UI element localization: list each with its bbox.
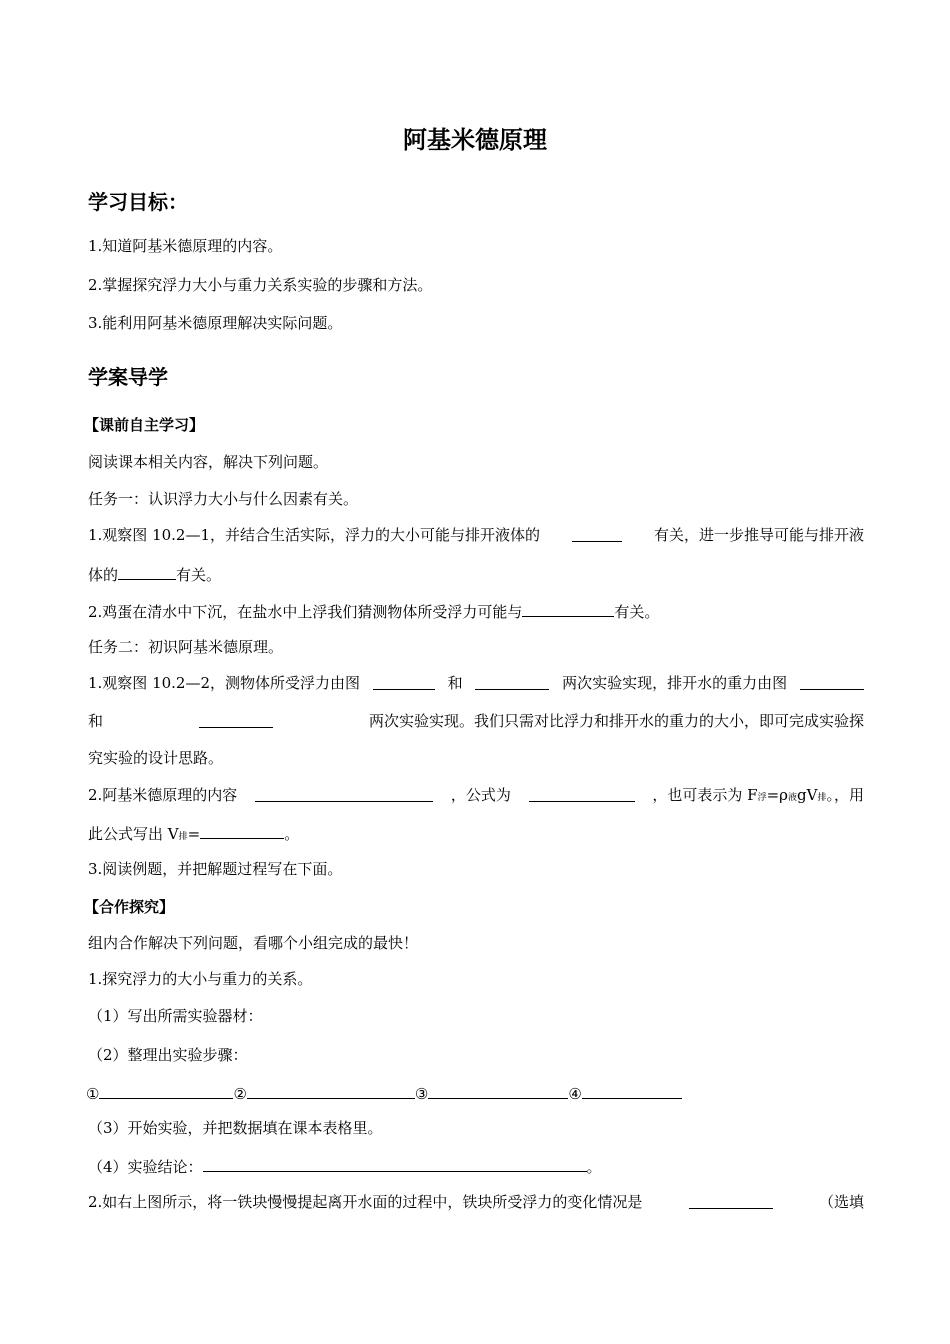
text: 2.鸡蛋在清水中下沉，在盐水中上浮我们猜测物体所受浮力可能与: [88, 603, 523, 621]
step-marker-2: ②: [233, 1085, 247, 1103]
steps-row: [86, 1082, 682, 1104]
task1-question-1-cont: [88, 563, 221, 585]
text: 两次实验实现，排开水的重力由图: [562, 674, 788, 692]
text: =: [187, 825, 201, 843]
task2-question-3: 3.阅读例题，并把解题过程写在下面。: [88, 860, 343, 878]
subscript: 排: [178, 832, 188, 842]
text: 2.如右上图所示，将一铁块慢慢提起离开水面的过程中，铁块所受浮力的变化情况是: [88, 1193, 643, 1211]
step-marker-4: ④: [568, 1085, 582, 1103]
objective-item-3: 3.能利用阿基米德原理解决实际问题。: [88, 314, 343, 332]
answer-blank[interactable]: [199, 711, 273, 728]
task2-question-1-end: 究实验的设计思路。: [88, 749, 224, 767]
text: 有关，进一步推导可能与排开液: [653, 526, 864, 544]
text: 。: [586, 1158, 602, 1176]
text: ，也可表示为 F: [652, 786, 758, 804]
coop-question-1: 1.探究浮力的大小与重力的关系。: [88, 970, 313, 988]
answer-blank[interactable]: [118, 563, 176, 580]
answer-blank[interactable]: [572, 525, 622, 542]
text: 两次实验实现。我们只需对比浮力和排开水的重力的大小，即可完成实验探: [368, 712, 864, 730]
step-blank-1[interactable]: [99, 1082, 233, 1099]
formula-text: [652, 785, 864, 808]
subscript: 浮: [757, 793, 767, 803]
coop-heading: 【合作探究】: [84, 898, 175, 916]
objective-item-2: 2.掌握探究浮力大小与重力关系实验的步骤和方法。: [88, 276, 433, 294]
answer-blank[interactable]: [200, 822, 284, 839]
text: 。，用: [826, 786, 864, 804]
task2-question-1: [88, 673, 864, 693]
text: （4）实验结论：: [88, 1158, 203, 1176]
coop-q1-part-1: （1）写出所需实验器材：: [88, 1007, 263, 1025]
answer-blank[interactable]: [800, 673, 864, 690]
text: 。: [284, 825, 300, 843]
answer-blank[interactable]: [689, 1192, 773, 1209]
answer-blank[interactable]: [373, 673, 435, 690]
coop-q1-part-4: [88, 1155, 602, 1177]
text: 体的: [88, 566, 119, 584]
coop-q1-part-2: （2）整理出实验步骤：: [88, 1046, 248, 1064]
text: 有关。: [614, 603, 660, 621]
task1-question-1: [88, 525, 864, 545]
step-marker-1: ①: [86, 1085, 100, 1103]
task-two: 任务二：初识阿基米德原理。: [88, 638, 284, 656]
text: 1.观察图 10.2—2，测物体所受浮力由图: [88, 674, 361, 692]
text: 有关。: [176, 566, 222, 584]
coop-question-2: [88, 1192, 864, 1212]
subscript: 排: [817, 793, 827, 803]
conclusion-blank[interactable]: [203, 1155, 587, 1172]
objective-item-1: 1.知道阿基米德原理的内容。: [88, 237, 283, 255]
task1-question-2: [88, 600, 659, 622]
guide-heading: 学案导学: [88, 365, 168, 389]
page-title: 阿基米德原理: [403, 126, 547, 154]
text: gV: [797, 786, 818, 804]
step-blank-2[interactable]: [247, 1082, 415, 1099]
text: ，公式为: [450, 786, 511, 804]
step-blank-3[interactable]: [428, 1082, 568, 1099]
text: =ρ: [766, 786, 788, 804]
objectives-heading: 学习目标：: [88, 190, 188, 214]
step-marker-3: ③: [414, 1085, 429, 1103]
task2-question-2-cont: [88, 822, 299, 847]
task2-question-2: [88, 785, 864, 808]
text: （选填: [818, 1193, 864, 1211]
subscript: 液: [787, 793, 797, 803]
task-one: 任务一：认识浮力大小与什么因素有关。: [88, 490, 359, 508]
text: 和: [88, 712, 104, 730]
answer-blank[interactable]: [475, 673, 549, 690]
preclass-intro: 阅读课本相关内容，解决下列问题。: [88, 453, 329, 471]
text: 和: [447, 674, 463, 692]
task2-question-1-cont: [88, 711, 864, 731]
text: 此公式写出 V: [88, 825, 179, 843]
text: 1.观察图 10.2—1，并结合生活实际，浮力的大小可能与排开液体的: [88, 526, 541, 544]
answer-blank[interactable]: [529, 785, 635, 802]
coop-intro: 组内合作解决下列问题，看哪个小组完成的最快！: [88, 934, 419, 952]
answer-blank[interactable]: [522, 600, 614, 617]
coop-q1-part-3: （3）开始实验，并把数据填在课本表格里。: [88, 1119, 383, 1137]
preclass-heading: 【课前自主学习】: [84, 416, 205, 434]
answer-blank[interactable]: [255, 785, 433, 802]
text: 2.阿基米德原理的内容: [88, 786, 238, 804]
step-blank-4[interactable]: [582, 1082, 682, 1099]
